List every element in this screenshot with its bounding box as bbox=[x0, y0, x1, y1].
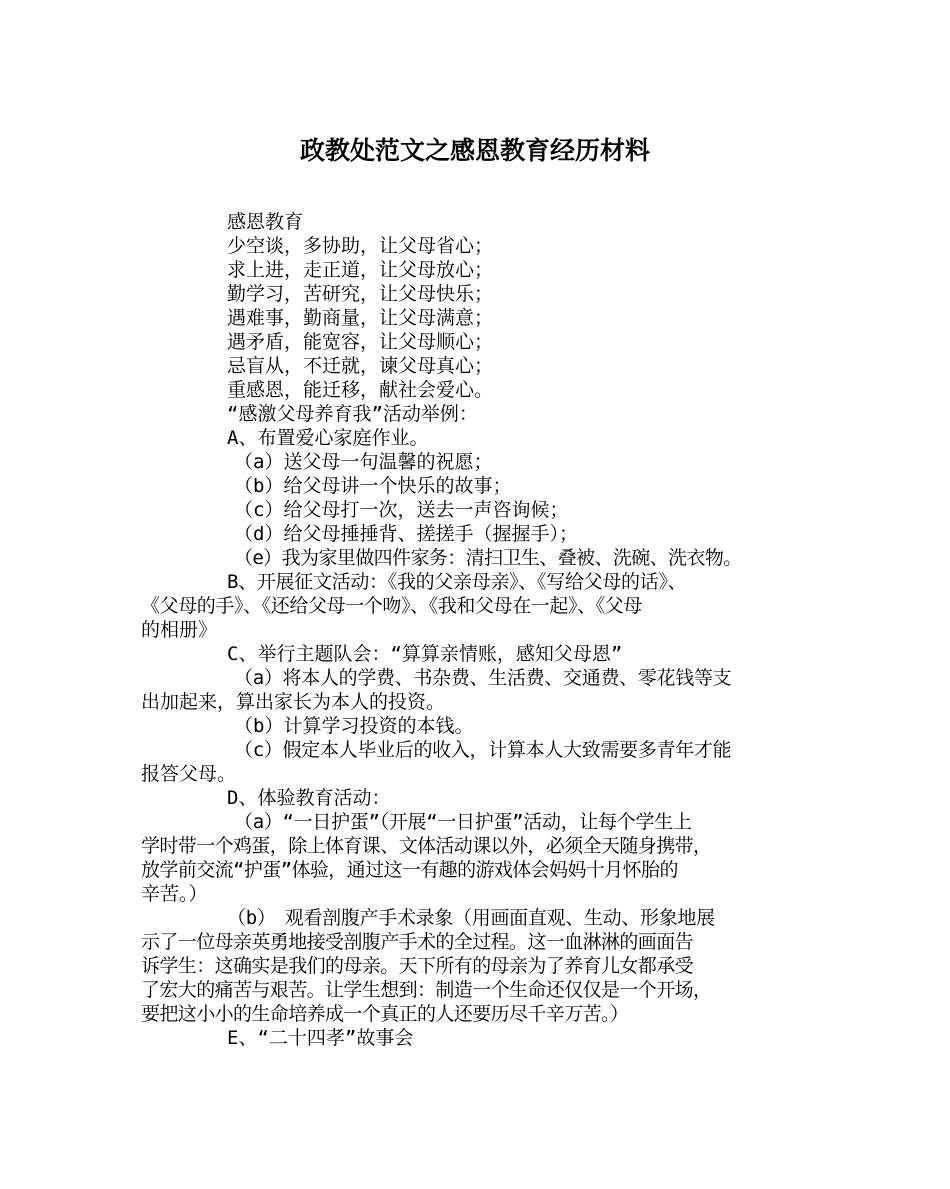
text-line: （a）送父母一句温馨的祝愿； bbox=[234, 451, 493, 473]
text-line: 要把这小小的生命培养成一个真正的人还要历尽千辛万苦。） bbox=[141, 1003, 629, 1025]
text-line: 少空谈，多协助，让父母省心； bbox=[227, 235, 494, 257]
text-line: （b） 观看剖腹产手术录象（用画面直观、生动、形象地展 bbox=[227, 907, 715, 929]
text-line: （c）假定本人毕业后的收入，计算本人大致需要多青年才能 bbox=[234, 739, 732, 761]
text-line: 遇矛盾，能宽容，让父母顺心； bbox=[227, 331, 494, 353]
text-line: 《父母的手》、《还给父母一个吻》、《我和父母在一起》、《父母 bbox=[141, 595, 643, 617]
text-line: 辛苦。） bbox=[141, 883, 208, 905]
text-line: B、开展征文活动：《我的父亲母亲》、《写给父母的话》、 bbox=[227, 571, 687, 593]
text-line: 忌盲从，不迁就，谏父母真心； bbox=[227, 355, 494, 377]
text-line: E、“二十四孝”故事会 bbox=[227, 1027, 414, 1049]
text-line: 诉学生：这确实是我们的母亲。天下所有的母亲为了养育儿女都承受 bbox=[141, 955, 694, 977]
text-line: （c）给父母打一次，送去一声咨询候； bbox=[234, 499, 569, 521]
text-line: 报答父母。 bbox=[141, 763, 237, 785]
text-line: （a）“一日护蛋”（开展“一日护蛋”活动，让每个学生上 bbox=[234, 811, 692, 833]
text-line: 示了一位母亲英勇地接受剖腹产手术的全过程。这一血淋淋的画面告 bbox=[141, 931, 694, 953]
document-body bbox=[141, 210, 813, 1050]
text-line: 的相册》 bbox=[141, 619, 218, 641]
text-line: 放学前交流“护蛋”体验，通过这一有趣的游戏体会妈妈十月怀胎的 bbox=[141, 859, 678, 881]
text-line: 求上进，走正道，让父母放心； bbox=[227, 259, 494, 281]
text-line: 感恩教育 bbox=[227, 211, 304, 233]
text-line: （b）计算学习投资的本钱。 bbox=[234, 715, 474, 737]
text-line: 学时带一个鸡蛋，除上体育课、文体活动课以外，必须全天随身携带， bbox=[141, 835, 712, 857]
text-line: 了宏大的痛苦与艰苦。让学生想到：制造一个生命还仅仅是一个开场， bbox=[141, 979, 712, 1001]
text-line: “感激父母养育我”活动举例： bbox=[227, 403, 478, 425]
text-line: （d）给父母捶捶背、搓搓手（握握手）； bbox=[234, 523, 578, 545]
text-line: 遇难事，勤商量，让父母满意； bbox=[227, 307, 494, 329]
text-line: 重感恩，能迁移，献社会爱心。 bbox=[227, 379, 494, 401]
text-line: D、体验教育活动： bbox=[227, 787, 391, 809]
text-line: （a）将本人的学费、书杂费、生活费、交通费、零花钱等支 bbox=[234, 667, 732, 689]
text-line: C、举行主题队会：“算算亲情账，感知父母恩” bbox=[227, 643, 623, 665]
text-line: A、布置爱心家庭作业。 bbox=[227, 427, 429, 449]
text-line: （b）给父母讲一个快乐的故事； bbox=[234, 475, 512, 497]
text-line: 出加起来，算出家长为本人的投资。 bbox=[141, 691, 446, 713]
text-line: 勤学习，苦研究，让父母快乐； bbox=[227, 283, 494, 305]
text-line: （e）我为家里做四件家务：清扫卫生、叠被、洗碗、洗衣物。 bbox=[234, 547, 742, 569]
document-title: 政教处范文之感恩教育经历材料 bbox=[299, 136, 650, 165]
